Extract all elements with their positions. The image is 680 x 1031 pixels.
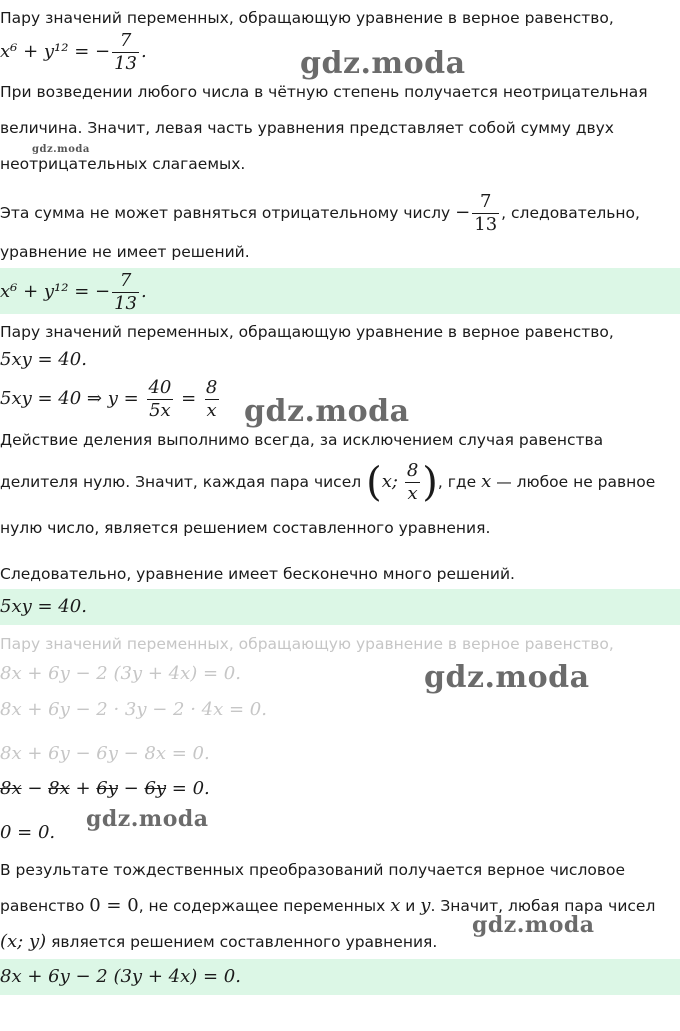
- s1-answer: x⁶ + y¹² = − $\frac{7}{13}$ .: [0, 269, 147, 314]
- s3-paragraph-line2: равенство 0 = 0, не содержащее переменных x и y. Значит, любая пара чисел: [0, 895, 656, 916]
- s3-step1: 8x + 6y − 2 · 3y − 2 · 4x = 0.: [0, 699, 267, 720]
- s2-paragraph-line4: Следовательно, уравнение имеет бесконечно много решений.: [0, 565, 515, 583]
- watermark-logo: gdz.moda: [244, 394, 410, 429]
- s3-equation: 8x + 6y − 2 (3y + 4x) = 0.: [0, 663, 241, 684]
- s2-paragraph-line1: Действие деления выполнимо всегда, за исключением случая равенства: [0, 431, 604, 449]
- s3-intro: Пару значений переменных, обращающую уравнение в верное равенство,: [0, 635, 614, 653]
- s2-intro: Пару значений переменных, обращающую уравнение в верное равенство,: [0, 323, 614, 341]
- watermark-logo: gdz.moda: [424, 660, 590, 695]
- s2-equation: 5xy = 40.: [0, 349, 87, 370]
- s2-solve-step: 5xy = 40 ⇒ y = $\frac{40}{5x}$ = $\frac{8}{x}$: [0, 376, 218, 421]
- s1-equation: x⁶ + y¹² = − $\frac{7}{13}$ .: [0, 29, 147, 74]
- s2-answer: 5xy = 40.: [0, 596, 87, 617]
- s1-paragraph-line5: уравнение не имеет решений.: [0, 243, 250, 261]
- s2-paragraph-line2: делителя нулю. Значит, каждая пара чисел (x; $\frac{8}{x}$ ), где x — любое не равное: [0, 459, 656, 506]
- s1-paragraph-line2: величина. Значит, левая часть уравнения представляет собой сумму двух: [0, 119, 614, 137]
- s3-paragraph-line3: (x; y) является решением составленного уравнения.: [0, 931, 438, 952]
- s1-paragraph-line3: неотрицательных слагаемых.: [0, 155, 246, 173]
- watermark-logo: gdz.moda: [86, 806, 209, 832]
- s3-paragraph-line1: В результате тождественных преобразований получается верное числовое: [0, 861, 626, 879]
- watermark-logo: gdz.moda: [32, 144, 90, 155]
- s3-step4: 0 = 0.: [0, 822, 56, 843]
- s1-paragraph-line1: При возведении любого числа в чётную степень получается неотрицательная: [0, 83, 648, 101]
- s2-answer-band: [0, 589, 680, 625]
- s1-paragraph-line4: Эта сумма не может равняться отрицательному числу − $\frac{7}{13}$ , следовательно,: [0, 190, 640, 235]
- watermark-logo: gdz.moda: [300, 46, 466, 81]
- s1-intro: Пару значений переменных, обращающую уравнение в верное равенство,: [0, 9, 614, 27]
- s3-answer: 8x + 6y − 2 (3y + 4x) = 0.: [0, 966, 241, 987]
- s3-step2: 8x + 6y − 6y − 8x = 0.: [0, 743, 210, 764]
- watermark-logo: gdz.moda: [472, 912, 595, 938]
- s2-paragraph-line3: нулю число, является решением составленного уравнения.: [0, 519, 491, 537]
- s3-step3: 8x − 8x + 6y − 6y = 0.: [0, 778, 210, 799]
